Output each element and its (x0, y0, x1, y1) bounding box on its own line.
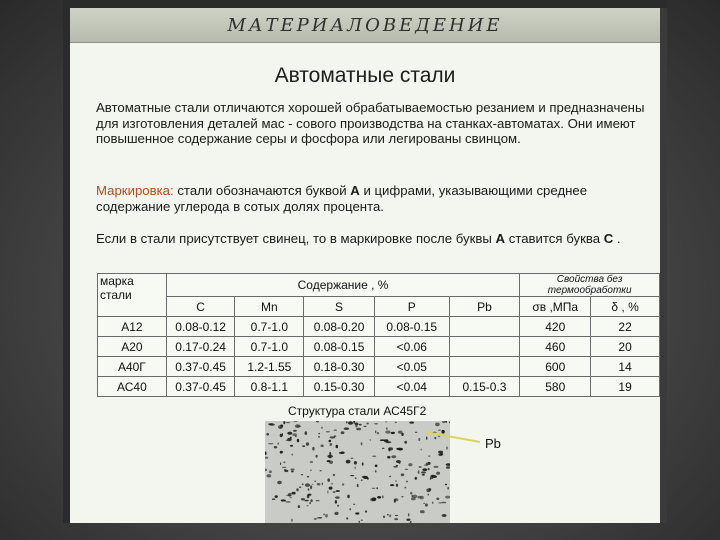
micrograph-caption: Структура стали АС45Г2 (288, 404, 427, 418)
table-cell (449, 337, 520, 357)
table-cell: 20 (591, 337, 660, 357)
col-header: σв ,МПа (520, 297, 591, 317)
table-cell: А20 (98, 337, 167, 357)
marking-letter: А (350, 183, 360, 198)
table-cell: 0.7-1.0 (235, 337, 304, 357)
lead-text-b: ставится буква (505, 231, 604, 246)
steel-composition-table (97, 273, 660, 397)
table-row (98, 377, 660, 397)
table-cell: А12 (98, 317, 167, 337)
marking-label: Маркировка: (96, 183, 174, 198)
table-cell (449, 357, 520, 377)
table-cell: 580 (520, 377, 591, 397)
col-header: Mn (235, 297, 304, 317)
table-cell: 0.15-0.3 (449, 377, 520, 397)
content-header: Содержание , % (166, 274, 520, 297)
table-cell: 19 (591, 377, 660, 397)
table-cell: <0.05 (374, 357, 449, 377)
table-row (98, 337, 660, 357)
course-header (70, 8, 660, 43)
table-cell (449, 317, 520, 337)
table-cell: 0.18-0.30 (304, 357, 375, 377)
table-cell: 0.7-1.0 (235, 317, 304, 337)
table-cell: 22 (591, 317, 660, 337)
mark-header: марка стали (98, 274, 167, 317)
table-row (98, 317, 660, 337)
table-cell: 0.37-0.45 (166, 377, 235, 397)
col-header: Pb (449, 297, 520, 317)
micrograph-image (265, 421, 450, 523)
table-cell: 0.17-0.24 (166, 337, 235, 357)
paragraph-intro: Автоматные стали отличаются хорошей обрабатываемостью резанием и предназначены для изготовления деталей мас - сового производства на станках-автоматах. Они имеют повышенное содержание серы и фосфора или легированы свинцом. (96, 100, 645, 147)
table-cell: 460 (520, 337, 591, 357)
lead-letter-c: С (603, 231, 614, 246)
col-header: С (166, 297, 235, 317)
page-title: Автоматные стали (274, 64, 456, 87)
col-header: S (304, 297, 375, 317)
table-cell: <0.06 (374, 337, 449, 357)
marking-text-a: стали обозначаются буквой (173, 183, 351, 198)
lead-text-a: Если в стали присутствует свинец, то в маркировке после буквы (96, 231, 496, 246)
table-cell: 0.37-0.45 (166, 357, 235, 377)
table-header-row (98, 274, 660, 297)
marking-text-b: и цифрами, указывающими среднее содержание углерода в сотых долях процента. (96, 183, 588, 214)
slide-page (70, 8, 660, 523)
table-cell: А40Г (98, 357, 167, 377)
table-cell: 0.08-0.12 (166, 317, 235, 337)
table-cell: 0.08-0.15 (304, 337, 375, 357)
table-row (98, 357, 660, 377)
course-title: МАТЕРИАЛОВЕДЕНИЕ (227, 15, 503, 36)
table-cell: 420 (520, 317, 591, 337)
table-cell: 0.08-0.20 (304, 317, 375, 337)
table-cell: <0.04 (374, 377, 449, 397)
lead-text-c: . (613, 231, 621, 246)
table-cell: 1.2-1.55 (235, 357, 304, 377)
props-header: Свойства без термообработки (520, 274, 660, 297)
table-cell: 14 (591, 357, 660, 377)
table-subheader-row (98, 297, 660, 317)
table-cell: 0.08-0.15 (374, 317, 449, 337)
lead-letter-a: А (495, 231, 506, 246)
table-cell: 600 (520, 357, 591, 377)
col-header: P (374, 297, 449, 317)
col-header: δ , % (591, 297, 660, 317)
paragraph-marking (96, 183, 656, 214)
pb-pointer-line (425, 426, 485, 446)
slide-edge (660, 8, 667, 523)
table-cell: АС40 (98, 377, 167, 397)
pb-label: Pb (485, 436, 501, 451)
paragraph-lead (96, 231, 656, 247)
table-cell: 0.8-1.1 (235, 377, 304, 397)
table-cell: 0.15-0.30 (304, 377, 375, 397)
